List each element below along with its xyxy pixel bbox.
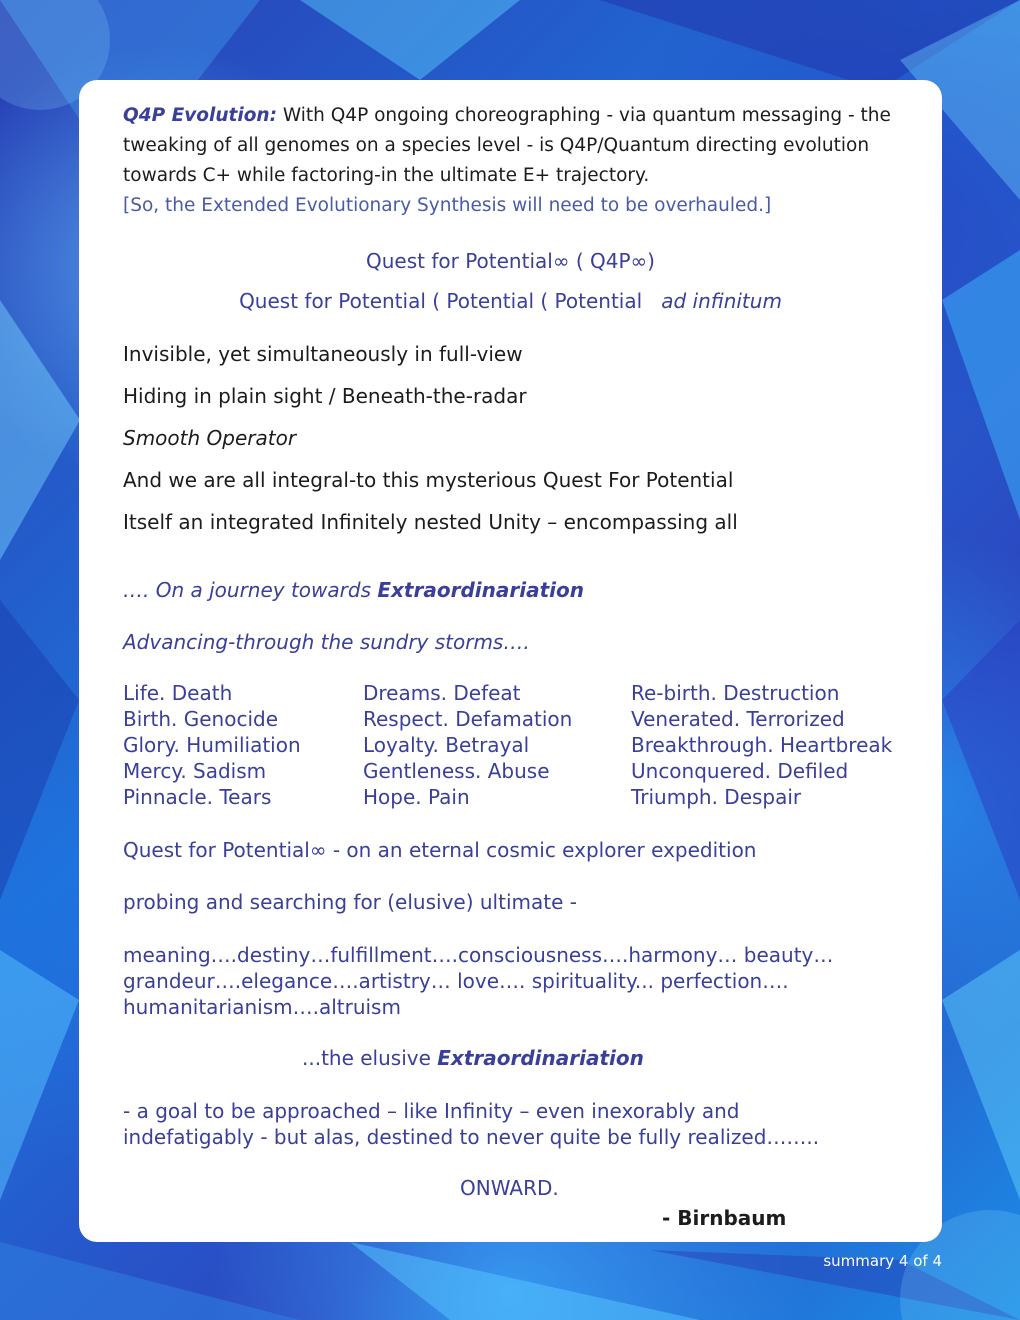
journey-prefix: …. On a journey towards [123,578,378,602]
goal-block [123,1098,819,1150]
goal-line-2: indefatigably - but alas, destined to never quite be fully realized…….. [123,1125,820,1149]
intro-text: With Q4P ongoing choreographing - via quantum messaging - the tweaking of all genomes on a species level - is Q4P/Quantum directing evolution towards C+ while factoring-in the ultimate E+ trajectory. [123,105,891,186]
elusive-emph: Extraordinariation [437,1046,644,1070]
heading-line-2-italic: ad infinitum [661,289,782,313]
column-3 [631,680,892,810]
poem-line-2: Hiding in plain sight / Beneath-the-radar [123,384,527,408]
column-item: Life. Death [123,681,233,705]
heading-line-2-main: Quest for Potential ( Potential ( Potential [239,289,643,313]
column-2 [363,680,572,810]
heading-line-1: Quest for Potential∞ ( Q4P∞) [366,249,655,273]
intro-lead: Q4P Evolution: [123,105,277,126]
journey-line [123,578,584,602]
elusive-line [302,1046,644,1070]
intro-paragraph [123,101,903,221]
meaning-line-3: humanitarianism….altruism [123,995,401,1019]
intro-note: [So, the Extended Evolutionary Synthesis will need to be overhauled.] [123,195,772,216]
column-item: Venerated. Terrorized [631,707,845,731]
poem-line-5: Itself an integrated Infinitely nested Unity – encompassing all [123,510,738,534]
column-item: Hope. Pain [363,785,470,809]
column-item: Birth. Genocide [123,707,278,731]
column-1 [123,680,301,810]
poem-line-3: Smooth Operator [123,426,297,450]
meaning-line-2: grandeur….elegance….artistry… love…. spirituality... perfection…. [123,969,789,993]
column-item: Mercy. Sadism [123,759,267,783]
column-item: Loyalty. Betrayal [363,733,530,757]
goal-line-1: - a goal to be approached – like Infinity – even inexorably and [123,1099,740,1123]
signature: - Birnbaum [662,1206,787,1230]
heading-line-2 [79,289,942,313]
poem-line-4: And we are all integral-to this mysterious Quest For Potential [123,468,734,492]
meaning-block [123,942,833,1020]
column-item: Pinnacle. Tears [123,785,272,809]
column-item: Respect. Defamation [363,707,573,731]
column-item: Unconquered. Defiled [631,759,849,783]
journey-emph: Extraordinariation [377,578,584,602]
meaning-line-1: meaning….destiny…fulfillment….consciousness….harmony… beauty… [123,943,834,967]
probing-line: probing and searching for (elusive) ultimate - [123,890,577,914]
onward-text: ONWARD. [460,1176,559,1200]
page-indicator: summary 4 of 4 [823,1252,942,1270]
elusive-prefix: ...the elusive [302,1046,438,1070]
column-item: Glory. Humiliation [123,733,301,757]
column-item: Dreams. Defeat [363,681,521,705]
expedition-line: Quest for Potential∞ - on an eternal cosmic explorer expedition [123,838,757,862]
column-item: Breakthrough. Heartbreak [631,733,893,757]
advancing-line: Advancing-through the sundry storms…. [123,630,530,654]
poem-line-1: Invisible, yet simultaneously in full-view [123,342,523,366]
column-item: Gentleness. Abuse [363,759,550,783]
column-item: Re-birth. Destruction [631,681,840,705]
column-item: Triumph. Despair [631,785,802,809]
